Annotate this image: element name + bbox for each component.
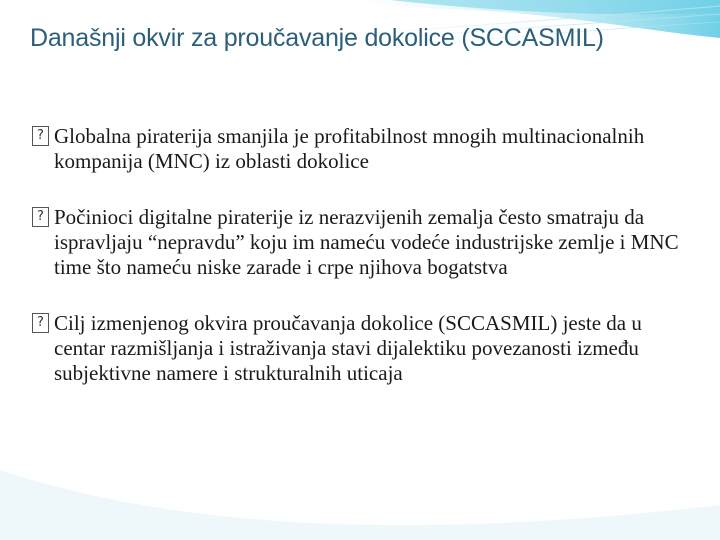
- bullet-item: [32, 124, 692, 174]
- bullet-item: [32, 205, 692, 280]
- bullet-list: [32, 124, 692, 417]
- bullet-text: Cilj izmenjenog okvira proučavanja dokolice (SCCASMIL) jeste da u centar razmišljanja i istraživanja stavi dijalektiku povezanosti između subjektivne namere i strukturalnih uticaja: [54, 311, 642, 385]
- bullet-marker-icon: ?: [32, 313, 49, 333]
- bullet-text: Globalna piraterija smanjila je profitabilnost mnogih multinacionalnih kompanija (MNC) iz oblasti dokolice: [54, 124, 645, 173]
- bullet-marker-icon: ?: [32, 126, 49, 146]
- bullet-item: [32, 311, 692, 386]
- slide-title: Današnji okvir za proučavanje dokolice (SCCASMIL): [30, 24, 604, 52]
- bullet-text: Počinioci digitalne piraterije iz nerazvijenih zemalja često smatraju da ispravljaju “nepravdu” koju im nameću vodeće industrijske zemlje i MNC time što nameću niske zarade i crpe njihova bogatstva: [54, 205, 679, 279]
- bullet-marker-icon: ?: [32, 207, 49, 227]
